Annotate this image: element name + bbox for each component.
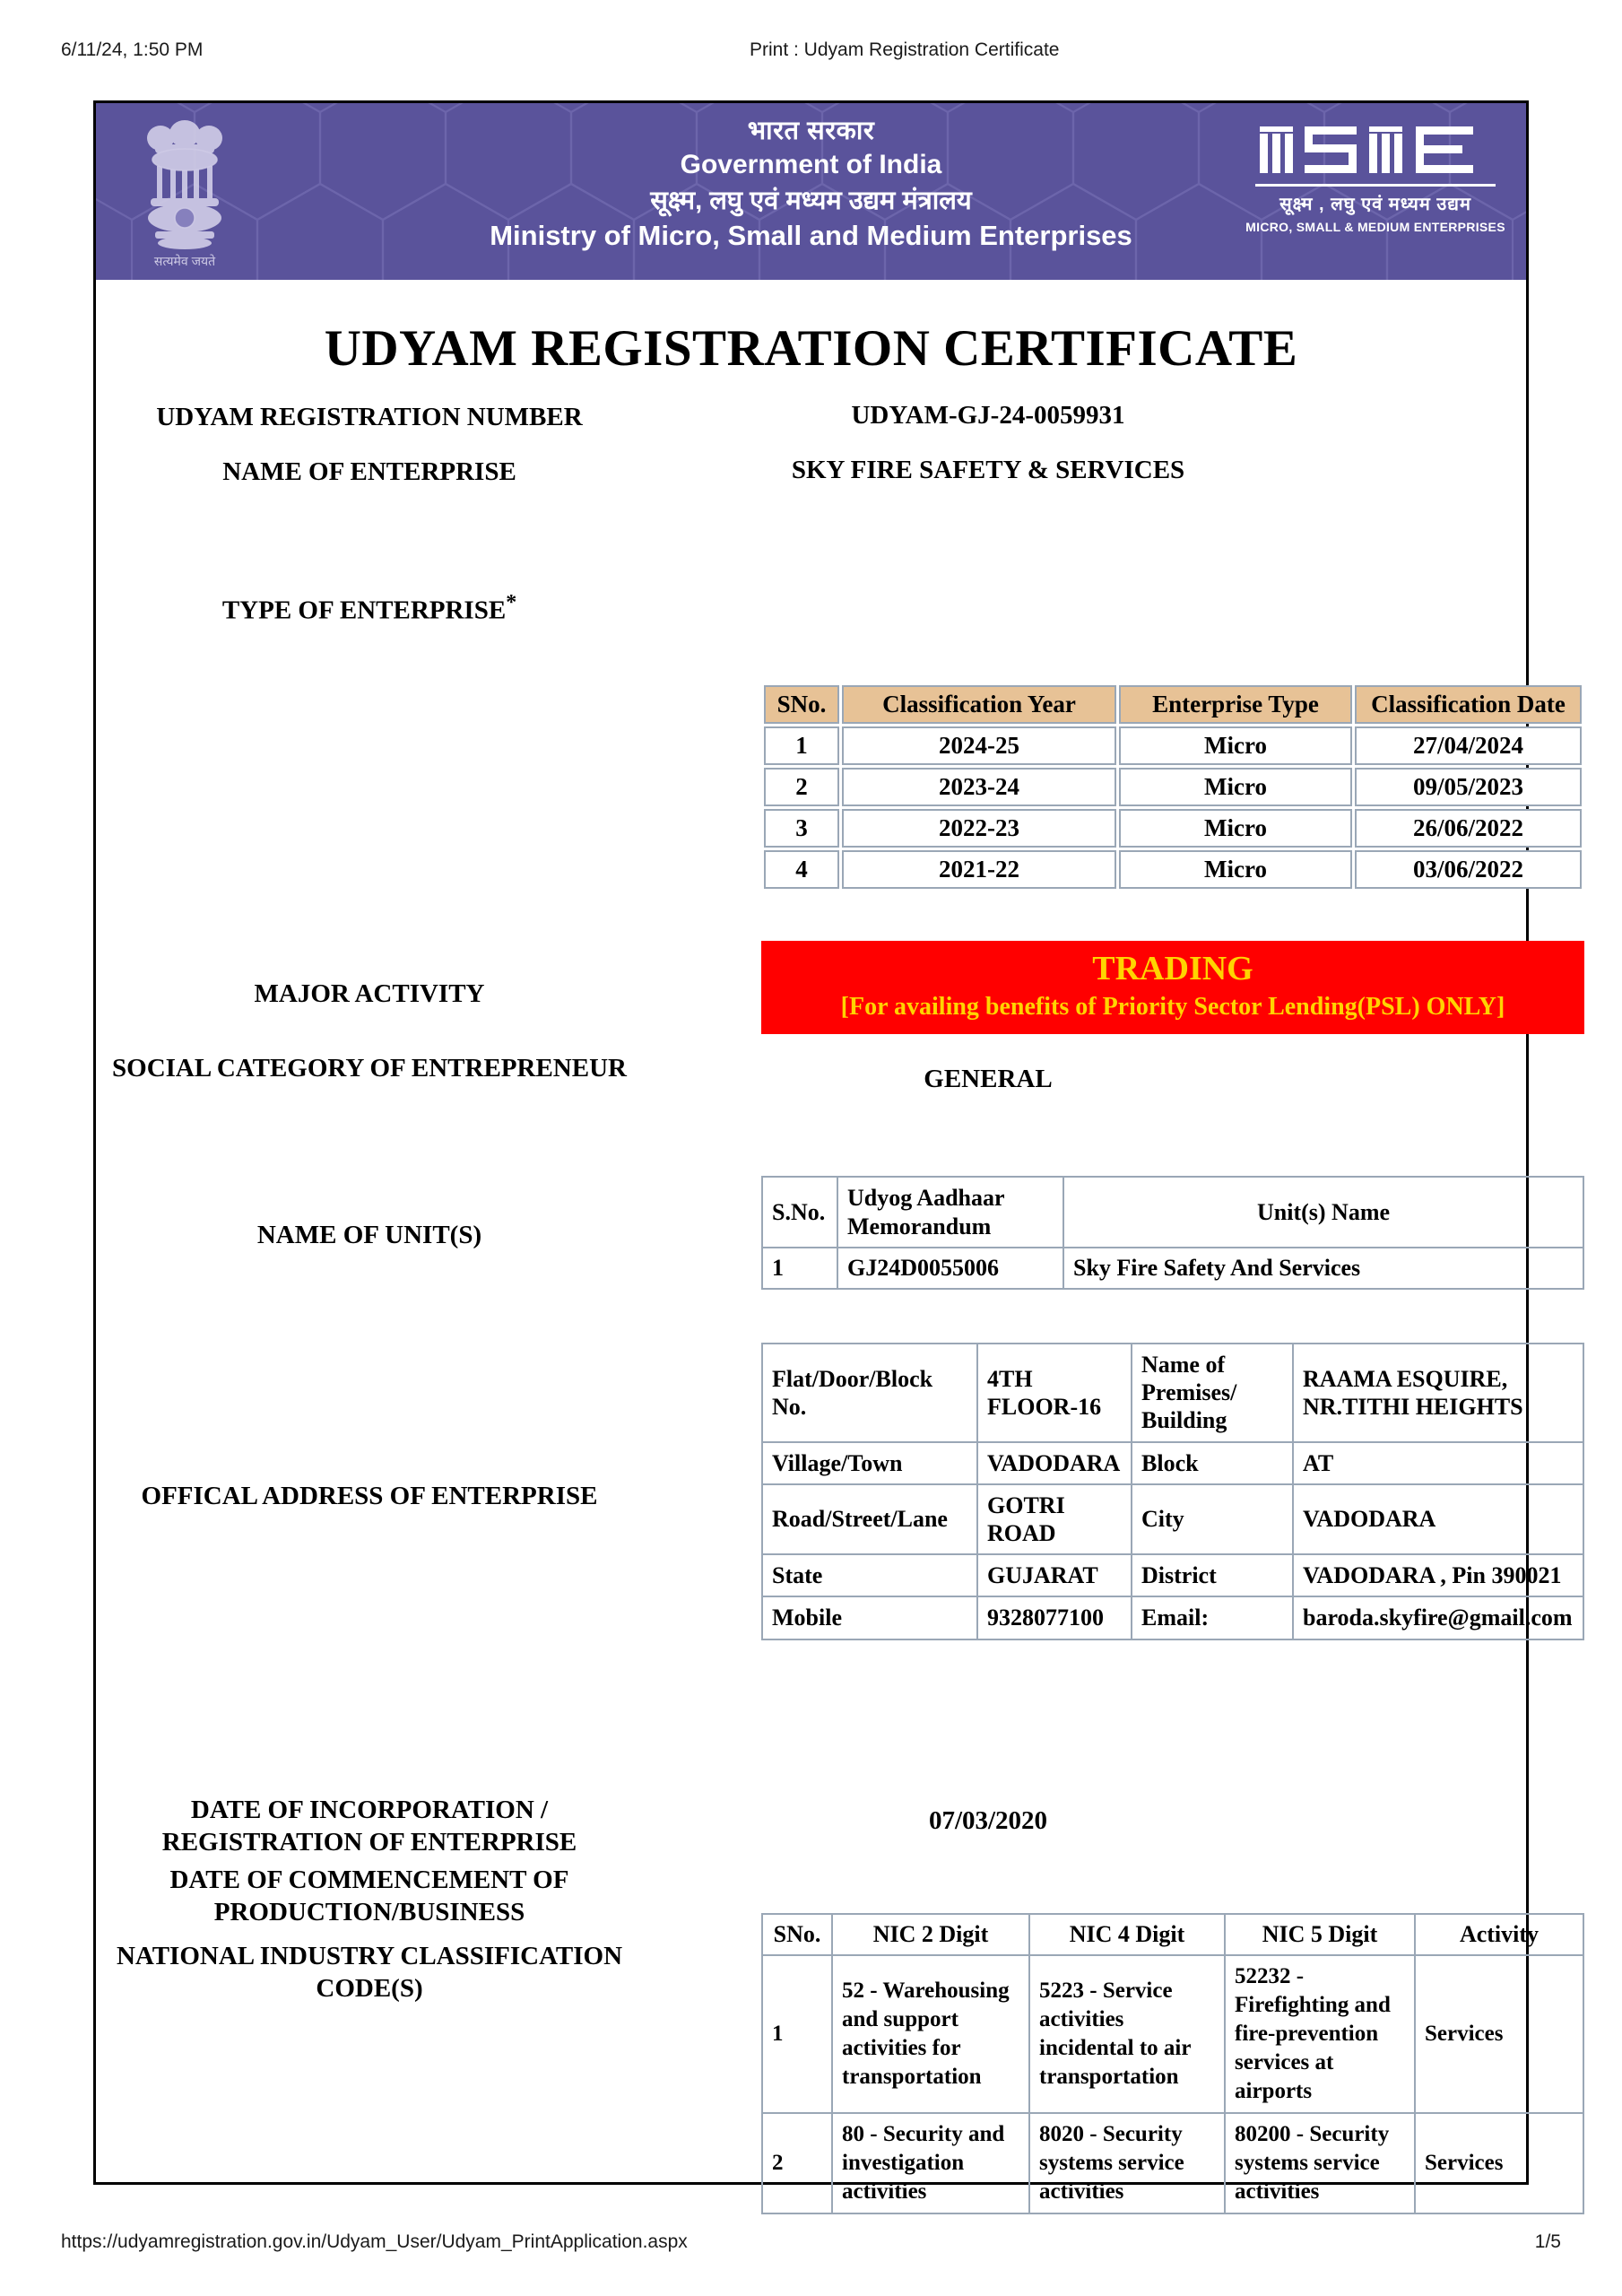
cell-udyog-aadhaar: GJ24D0055006 xyxy=(837,1248,1063,1289)
cell-nic-sno: 1 xyxy=(762,1955,832,2113)
label-major-activity: MAJOR ACTIVITY xyxy=(254,979,485,1008)
footer-url: https://udyamregistration.gov.in/Udyam_User/Udyam_PrintApplication.aspx xyxy=(61,2231,688,2252)
units-table xyxy=(761,1176,1584,1290)
cell-nic-4-digit: 8020 - Security systems service activities xyxy=(1029,2113,1225,2213)
print-title: Print : Udyam Registration Certificate xyxy=(750,39,1060,60)
value-date-of-incorporation: 07/03/2020 xyxy=(928,1806,1048,1835)
table-row xyxy=(762,1248,1583,1289)
units-table-grid xyxy=(761,1176,1584,1290)
cell-email-value: baroda.skyfire@gmail.com xyxy=(1293,1596,1583,1639)
table-row xyxy=(762,1955,1583,2113)
table-row xyxy=(762,1484,1583,1554)
cell-address-key: Email: xyxy=(1132,1596,1293,1639)
cell-nic-4-digit: 5223 - Service activities incidental to air transportation xyxy=(1029,1955,1225,2113)
major-activity-banner xyxy=(761,941,1584,1034)
label-date-of-incorporation: DATE OF INCORPORATION / REGISTRATION OF ENTERPRISE xyxy=(161,1796,577,1857)
label-social-category: SOCIAL CATEGORY OF ENTREPRENEUR xyxy=(112,1054,627,1083)
print-header xyxy=(0,39,1622,66)
nic-table-grid xyxy=(761,1913,1584,2214)
col-udyog-aadhaar: Udyog Aadhaar Memorandum xyxy=(837,1177,1063,1248)
nic-table xyxy=(761,1913,1584,2214)
cell-unit-sno: 1 xyxy=(762,1248,837,1289)
banner-hindi-ministry: सूक्ष्म, लघु एवं मध्यम उद्यम मंत्रालय xyxy=(650,186,972,215)
footer-page-number: 1/5 xyxy=(1534,2231,1561,2252)
cell-address-key: City xyxy=(1132,1484,1293,1554)
col-enterprise-type: Enterprise Type xyxy=(1119,685,1352,724)
cell-date: 09/05/2023 xyxy=(1355,768,1582,806)
table-header-row xyxy=(762,1914,1583,1955)
cell-address-key: Flat/Door/Block No. xyxy=(762,1344,977,1442)
table-row xyxy=(762,2113,1583,2213)
value-social-category: GENERAL xyxy=(924,1065,1053,1093)
table-row xyxy=(764,809,1582,848)
cell-address-key: District xyxy=(1132,1554,1293,1596)
emblem-caption: सत्यमेव जयते xyxy=(153,254,216,268)
cell-year: 2023-24 xyxy=(842,768,1116,806)
cell-nic-activity: Services xyxy=(1415,2113,1583,2213)
cell-address-key: Name of Premises/ Building xyxy=(1132,1344,1293,1442)
banner-english-government: Government of India xyxy=(680,150,942,180)
banner-english-ministry: Ministry of Micro, Small and Medium Enterprises xyxy=(490,220,1132,252)
cell-date: 03/06/2022 xyxy=(1355,850,1582,889)
label-type-of-enterprise-asterisk: * xyxy=(506,591,517,614)
table-row xyxy=(762,1596,1583,1639)
cell-nic-5-digit: 52232 - Firefighting and fire-prevention services at airports xyxy=(1225,1955,1415,2113)
label-type-of-enterprise xyxy=(96,589,643,627)
address-table xyxy=(761,1343,1584,1640)
col-nic-5-digit: NIC 5 Digit xyxy=(1225,1914,1415,1955)
cell-sno: 4 xyxy=(764,850,839,889)
major-activity-note: [For availing benefits of Priority Sector Lending(PSL) ONLY] xyxy=(840,992,1505,1021)
table-row xyxy=(762,1344,1583,1442)
address-table-grid xyxy=(761,1343,1584,1640)
cell-address-value: VADODARA , Pin 390021 xyxy=(1293,1554,1583,1596)
cell-date: 26/06/2022 xyxy=(1355,809,1582,848)
cell-address-value: VADODARA xyxy=(977,1442,1132,1484)
label-date-of-commencement: DATE OF COMMENCEMENT OF PRODUCTION/BUSINESS xyxy=(169,1866,569,1927)
print-date: 6/11/24, 1:50 PM xyxy=(61,39,204,60)
cell-year: 2024-25 xyxy=(842,726,1116,765)
cell-address-value: GUJARAT xyxy=(977,1554,1132,1596)
msme-english-label: MICRO, SMALL & MEDIUM ENTERPRISES xyxy=(1245,220,1505,234)
label-name-of-units: NAME OF UNIT(S) xyxy=(256,1221,482,1249)
table-row xyxy=(764,726,1582,765)
cell-year: 2021-22 xyxy=(842,850,1116,889)
cell-address-value: GOTRI ROAD xyxy=(977,1484,1132,1554)
cell-address-value: RAAMA ESQUIRE, NR.TITHI HEIGHTS xyxy=(1293,1344,1583,1442)
table-row xyxy=(764,850,1582,889)
classification-table-grid xyxy=(761,683,1584,891)
ministry-banner xyxy=(96,103,1526,280)
msme-hindi-label: सूक्ष्म , लघु एवं मध्यम उद्यम xyxy=(1279,195,1471,214)
cell-nic-activity: Services xyxy=(1415,1955,1583,2113)
cell-address-key: Road/Street/Lane xyxy=(762,1484,977,1554)
cell-address-value: AT xyxy=(1293,1442,1583,1484)
cell-type: Micro xyxy=(1119,850,1352,889)
col-unit-sno: S.No. xyxy=(762,1177,837,1248)
cell-address-key: Mobile xyxy=(762,1596,977,1639)
major-activity-value: TRADING xyxy=(1092,950,1253,987)
cell-address-value: 4TH FLOOR-16 xyxy=(977,1344,1132,1442)
cell-address-key: Village/Town xyxy=(762,1442,977,1484)
msme-divider xyxy=(1255,184,1496,187)
print-footer xyxy=(0,2231,1622,2258)
table-row xyxy=(762,1442,1583,1484)
cell-type: Micro xyxy=(1119,768,1352,806)
banner-hindi-government: भारत सरकार xyxy=(747,117,875,145)
label-nic-codes: NATIONAL INDUSTRY CLASSIFICATION CODE(S) xyxy=(116,1942,623,2004)
cell-address-key: State xyxy=(762,1554,977,1596)
cell-nic-5-digit: 80200 - Security systems service activities xyxy=(1225,2113,1415,2213)
cell-unit-name: Sky Fire Safety And Services xyxy=(1063,1248,1583,1289)
label-registration-number: UDYAM REGISTRATION NUMBER xyxy=(156,403,583,431)
cell-address-value: VADODARA xyxy=(1293,1484,1583,1554)
cell-year: 2022-23 xyxy=(842,809,1116,848)
value-registration-number: UDYAM-GJ-24-0059931 xyxy=(851,401,1125,430)
col-sno: SNo. xyxy=(764,685,839,724)
msme-logo xyxy=(1241,123,1510,234)
page-title: UDYAM REGISTRATION CERTIFICATE xyxy=(324,320,1298,377)
cell-address-value: 9328077100 xyxy=(977,1596,1132,1639)
col-nic-4-digit: NIC 4 Digit xyxy=(1029,1914,1225,1955)
label-type-of-enterprise-text: TYPE OF ENTERPRISE xyxy=(221,596,507,625)
label-name-of-enterprise: NAME OF ENTERPRISE xyxy=(222,457,516,486)
col-unit-name: Unit(s) Name xyxy=(1063,1177,1583,1248)
msme-wordmark-icon xyxy=(1258,123,1493,178)
cell-nic-2-digit: 52 - Warehousing and support activities for transportation xyxy=(832,1955,1029,2113)
classification-table xyxy=(761,683,1584,891)
table-row xyxy=(762,1554,1583,1596)
cell-type: Micro xyxy=(1119,726,1352,765)
cell-sno: 3 xyxy=(764,809,839,848)
cell-nic-sno: 2 xyxy=(762,2113,832,2213)
cell-type: Micro xyxy=(1119,809,1352,848)
cell-sno: 1 xyxy=(764,726,839,765)
col-nic-2-digit: NIC 2 Digit xyxy=(832,1914,1029,1955)
cell-sno: 2 xyxy=(764,768,839,806)
col-classification-year: Classification Year xyxy=(842,685,1116,724)
cell-date: 27/04/2024 xyxy=(1355,726,1582,765)
col-classification-date: Classification Date xyxy=(1355,685,1582,724)
certificate-sheet xyxy=(93,100,1573,2204)
col-nic-sno: SNo. xyxy=(762,1914,832,1955)
cell-address-key: Block xyxy=(1132,1442,1293,1484)
table-row xyxy=(764,768,1582,806)
value-name-of-enterprise: SKY FIRE SAFETY & SERVICES xyxy=(791,456,1185,484)
label-official-address: OFFICAL ADDRESS OF ENTERPRISE xyxy=(141,1482,598,1510)
col-nic-activity: Activity xyxy=(1415,1914,1583,1955)
table-header-row xyxy=(762,1177,1583,1248)
cell-nic-2-digit: 80 - Security and investigation activities xyxy=(832,2113,1029,2213)
table-header-row xyxy=(764,685,1582,724)
